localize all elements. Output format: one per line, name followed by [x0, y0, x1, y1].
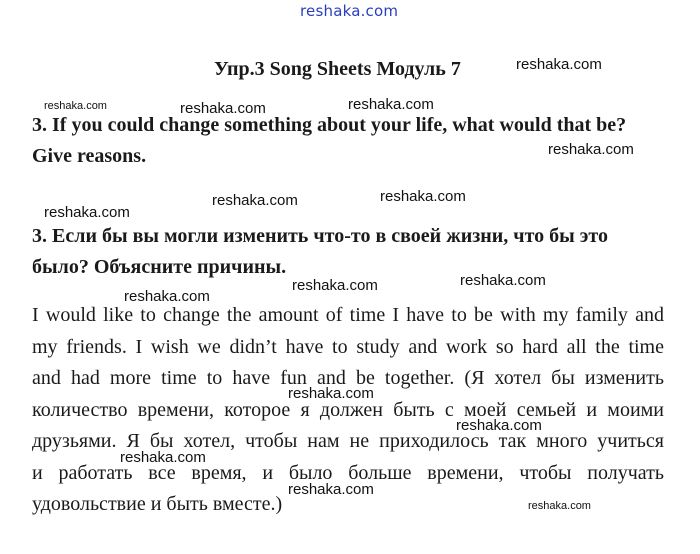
watermark: reshaka.com	[528, 500, 591, 512]
watermark: reshaka.com	[548, 141, 634, 158]
watermark: reshaka.com	[44, 100, 107, 112]
watermark: reshaka.com	[288, 481, 374, 498]
watermark: reshaka.com	[180, 100, 266, 117]
site-logo[interactable]: reshaka.com	[300, 2, 399, 20]
watermark: reshaka.com	[460, 272, 546, 289]
watermark: reshaka.com	[120, 449, 206, 466]
answer-line-7: удовольствие и быть вместе.)	[32, 493, 283, 515]
question-russian-line-2: было? Объясните причины.	[32, 256, 287, 278]
answer-line-2: my friends. I wish we didn’t have to study and work so hard all the time	[32, 335, 664, 358]
answer-text	[32, 300, 664, 521]
answer-line-6: и работать все время, и было больше времени, чтобы получать	[32, 461, 664, 484]
watermark: reshaka.com	[456, 417, 542, 434]
question-russian-line-1: 3. Если бы вы могли изменить что-то в своей жизни, что бы это	[32, 225, 608, 247]
question-russian	[32, 221, 608, 283]
watermark: reshaka.com	[348, 96, 434, 113]
watermark: reshaka.com	[212, 192, 298, 209]
answer-line-5: друзьями. Я бы хотел, чтобы нам не приходилось так много учиться	[32, 430, 664, 452]
question-english-line-2: Give reasons.	[32, 145, 147, 167]
watermark: reshaka.com	[516, 56, 602, 73]
question-english	[32, 110, 626, 172]
question-english-line-1: 3. If you could change something about your life, what would that be?	[32, 114, 627, 136]
answer-line-1: I would like to change the amount of time I have to be with my family and	[32, 304, 664, 326]
answer-line-3: and had more time to have fun and be together. (Я хотел бы изменить	[32, 367, 664, 389]
answer-line-4: количество времени, которое я должен быть с моей семьей и моими	[32, 398, 664, 421]
watermark: reshaka.com	[380, 188, 466, 205]
page-title: Упр.3 Song Sheets Модуль 7	[214, 58, 461, 80]
watermark: reshaka.com	[44, 204, 130, 221]
watermark: reshaka.com	[124, 288, 210, 305]
watermark: reshaka.com	[292, 277, 378, 294]
watermark: reshaka.com	[288, 385, 374, 402]
